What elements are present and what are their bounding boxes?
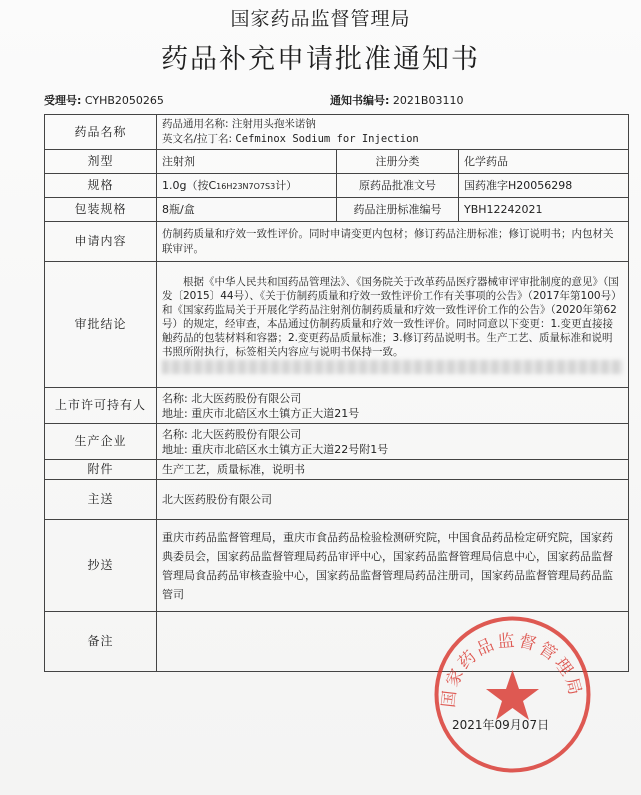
registration-class-label: 注册分类	[337, 150, 459, 174]
row-cc	[45, 520, 629, 612]
drug-name-head: 药品名称	[45, 115, 157, 150]
conclusion-cell	[157, 262, 629, 388]
row-application	[45, 222, 629, 262]
specification-value	[157, 174, 337, 198]
issue-date: 2021年09月07日	[452, 718, 550, 732]
holder-cell	[157, 388, 629, 424]
manufacturer-name-value: 北大医药股份有限公司	[191, 427, 302, 441]
official-seal	[430, 612, 595, 777]
dosage-form-head: 剂型	[45, 150, 157, 174]
generic-name-value: 注射用头孢米诺钠	[231, 118, 316, 130]
attachments-head: 附件	[45, 460, 157, 480]
row-dosage-form	[45, 150, 629, 174]
row-holder	[45, 388, 629, 424]
original-approval-value: 国药准字H20056298	[459, 174, 629, 198]
holder-address-line	[162, 406, 623, 421]
row-package	[45, 198, 629, 222]
remarks-head: 备注	[45, 612, 157, 672]
manufacturer-cell	[157, 424, 629, 460]
approval-form-table	[44, 114, 629, 672]
blurred-region	[162, 360, 623, 374]
manufacturer-name-line	[162, 427, 623, 442]
manufacturer-head: 生产企业	[45, 424, 157, 460]
manufacturer-address-label: 地址:	[162, 442, 188, 456]
english-name-value: Cefminox Sodium for Injection	[235, 133, 419, 145]
agency-name: 国家药品监督管理局	[230, 8, 411, 30]
manufacturer-address-value: 重庆市北碚区水土镇方正大道22号附1号	[191, 442, 389, 456]
seal-text: 国家药品监督管理局	[438, 630, 586, 709]
specification-head: 规格	[45, 174, 157, 198]
row-manufacturer	[45, 424, 629, 460]
spec-suffix: 计）	[275, 178, 298, 192]
spec-formula: 16H23N7O7S3	[216, 181, 276, 191]
cc-text: 重庆市药品监督管理局，重庆市食品药品检验检测研究院，中国食品药品检定研究院，国家药典委员会，国家药品监督管理局药品审评中心，国家药品监督管理局信息中心，国家药品监督管理局食品药品审核查验中心，国家药品监督管理局药品注册司，国家药品监督管理局药品监管司	[157, 520, 629, 612]
send-to-head: 主送	[45, 480, 157, 520]
seal-star-icon	[486, 670, 539, 720]
manufacturer-name-label: 名称:	[162, 427, 188, 441]
generic-name-line	[162, 117, 623, 132]
standard-number-value: YBH12242021	[459, 198, 629, 222]
package-head: 包装规格	[45, 198, 157, 222]
row-conclusion	[45, 262, 629, 388]
spec-prefix: 1.0g（按C	[162, 178, 217, 192]
row-attachments	[45, 460, 629, 480]
english-name-label: 英文名/拉丁名:	[162, 133, 233, 145]
row-drug-name	[45, 115, 629, 150]
acceptance-number-value: CYHB2050265	[84, 94, 164, 107]
holder-address-value: 重庆市北碚区水土镇方正大道21号	[191, 406, 360, 420]
send-to-value: 北大医药股份有限公司	[157, 480, 629, 520]
acceptance-number-label: 受理号:	[44, 94, 82, 107]
holder-name-label: 名称:	[162, 391, 188, 405]
drug-name-cell	[157, 115, 629, 150]
manufacturer-address-line	[162, 442, 623, 457]
standard-number-label: 药品注册标准编号	[337, 198, 459, 222]
package-value: 8瓶/盒	[157, 198, 337, 222]
holder-name-value: 北大医药股份有限公司	[191, 391, 302, 405]
attachments-value: 生产工艺，质量标准，说明书	[157, 460, 629, 480]
cc-head: 抄送	[45, 520, 157, 612]
registration-class-value: 化学药品	[459, 150, 629, 174]
conclusion-head: 审批结论	[45, 262, 157, 388]
dosage-form-value: 注射剂	[157, 150, 337, 174]
conclusion-text: 根据《中华人民共和国药品管理法》、《国务院关于改革药品医疗器械审评审批制度的意见》（国发〔2015〕44号）、《关于仿制药质量和疗效一致性评价工作有关事项的公告》（2017年第100号）和《国家药监局关于开展化学药品注射剂仿制药质量和疗效一致性评价工作的公告》（2020年第62号）的规定，经审查，本品通过仿制药质量和疗效一致性评价。同时同意以下变更：1.变更直接接触药品的包装材料和容器；2.变更药品质量标准；3.修订药品说明书。生产工艺、质量标准和说明书照所附执行，标签相关内容应与说明书保持一致。	[162, 276, 622, 358]
row-specification	[45, 174, 629, 198]
row-send-to	[45, 480, 629, 520]
holder-address-label: 地址:	[162, 406, 188, 420]
holder-name-line	[162, 391, 623, 406]
application-head: 申请内容	[45, 222, 157, 262]
application-text: 仿制药质量和疗效一致性评价。同时申请变更内包材；修订药品注册标准；修订说明书；内包材关联审评。	[157, 222, 629, 262]
document-title: 药品补充申请批准通知书	[161, 44, 480, 75]
original-approval-label: 原药品批准文号	[337, 174, 459, 198]
english-name-line	[162, 132, 623, 147]
notice-number-label: 通知书编号:	[330, 94, 390, 107]
acceptance-number	[44, 92, 164, 108]
generic-name-label: 药品通用名称:	[162, 118, 229, 130]
notice-number	[330, 92, 463, 108]
notice-number-value: 2021B03110	[392, 94, 464, 107]
holder-head: 上市许可持有人	[45, 388, 157, 424]
